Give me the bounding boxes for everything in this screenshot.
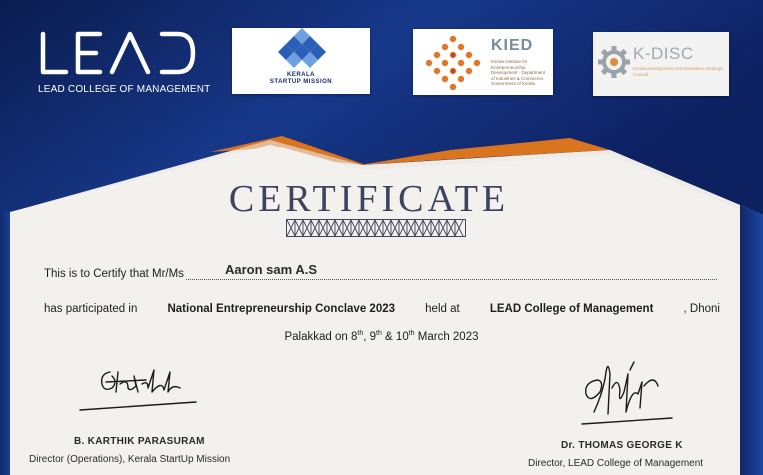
recipient-name: Aaron sam A.S xyxy=(225,262,317,277)
ksum-chevron-icon xyxy=(232,28,370,72)
ksum-line1: KERALA xyxy=(287,72,315,78)
signatory-role-left: Director (Operations), Kerala StartUp Mission xyxy=(29,454,231,465)
signature-thomas xyxy=(568,352,680,432)
kied-title: KIED xyxy=(491,37,534,54)
participation-prefix: has participated in xyxy=(44,303,138,315)
kied-logo-card xyxy=(413,29,553,95)
signature-karthik xyxy=(76,362,206,420)
dates-sup1: th xyxy=(357,330,364,337)
lead-college-subtitle: LEAD COLLEGE OF MANAGEMENT xyxy=(38,84,211,95)
dates-mid2: & 10 xyxy=(381,330,409,343)
venue-location: , Dhoni xyxy=(683,303,720,315)
event-name: National Entrepreneurship Conclave 2023 xyxy=(167,303,396,315)
dates-prefix: Palakkad on 8 xyxy=(284,330,358,343)
participation-held-at: held at xyxy=(425,303,460,315)
participation-text xyxy=(44,303,720,315)
kdisc-description: Kerala Development and Innovation Strategic Council xyxy=(633,66,724,77)
certificate-title: CERTIFICATE xyxy=(228,178,510,220)
dates-suffix: March 2023 xyxy=(414,330,479,343)
redacted-certificate-number xyxy=(286,219,466,237)
kdisc-logo-card xyxy=(593,32,729,96)
signatory-name-left: B. KARTHIK PARASURAM xyxy=(74,436,205,447)
ksum-line2: STARTUP MISSION xyxy=(269,79,333,85)
recipient-dotted-line xyxy=(186,279,717,280)
dates-sup3: th xyxy=(408,330,415,337)
kdisc-gear-icon xyxy=(593,32,633,96)
ksum-logo-card xyxy=(232,28,370,94)
certify-text: This is to Certify that Mr/Ms xyxy=(44,268,184,280)
signatory-name-right: Dr. THOMAS GEORGE K xyxy=(561,440,683,451)
event-dates xyxy=(0,330,763,343)
dates-mid1: , 9 xyxy=(363,330,377,343)
kdisc-title: K-DISC xyxy=(633,44,694,63)
signatory-role-right: Director, LEAD College of Management xyxy=(528,458,704,469)
ksum-wordmark xyxy=(232,72,370,86)
dates-sup2: th xyxy=(376,330,382,337)
kied-dots-icon xyxy=(413,29,487,95)
venue-name: LEAD College of Management xyxy=(489,303,654,315)
kied-description: Kerala Institute for Entrepreneurship Development · Department of Industries & Commerce, Government of Kerala xyxy=(491,59,546,86)
